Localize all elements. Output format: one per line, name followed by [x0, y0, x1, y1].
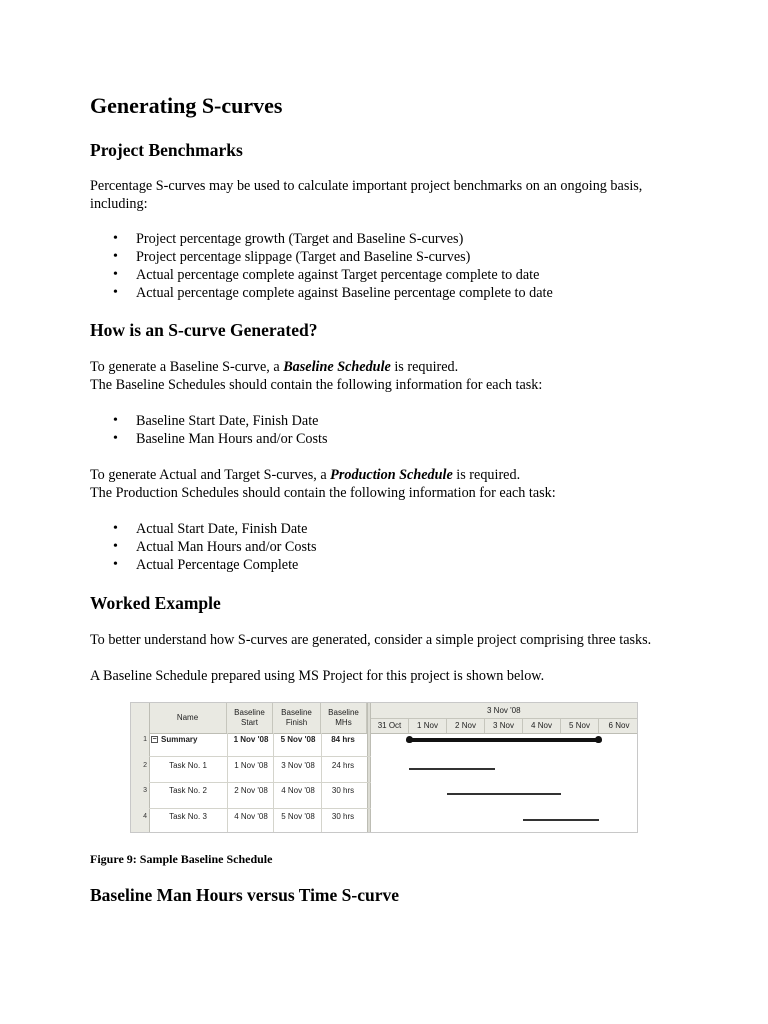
- baseline-schedule-term: Baseline Schedule: [283, 359, 391, 375]
- timeline-day: 5 Nov: [561, 719, 599, 733]
- benchmarks-list: [90, 230, 688, 302]
- table-row-finish: 5 Nov '08: [280, 735, 316, 744]
- list-item: • Project percentage growth (Target and Baseline S-curves): [113, 231, 464, 247]
- table-row-finish: 5 Nov '08: [281, 812, 315, 821]
- benchmarks-intro: Percentage S-curves may be used to calculate important project benchmarks on an ongoing basis, including:: [90, 178, 643, 212]
- table-row-mhs: 84 hrs: [331, 735, 355, 744]
- list-item: • Actual percentage complete against Baseline percentage complete to date: [113, 285, 553, 301]
- baseline-schedule-figure: [130, 702, 638, 833]
- task-bar-1[interactable]: [409, 768, 495, 770]
- table-row-start: 1 Nov '08: [234, 761, 268, 770]
- col-header-name: Name: [149, 703, 227, 733]
- list-item: • Baseline Start Date, Finish Date: [113, 413, 319, 429]
- table-row-name[interactable]: Task No. 3: [169, 812, 207, 821]
- list-item: • Actual Start Date, Finish Date: [113, 521, 308, 537]
- col-header-mhs: Baseline MHs: [321, 703, 367, 733]
- list-item: • Actual Percentage Complete: [113, 557, 299, 573]
- baseline-requirement: To generate a Baseline S-curve, a Baseline Schedule is required. The Baseline Schedules should contain the following information for each task:: [90, 359, 543, 393]
- table-row-start: 4 Nov '08: [234, 812, 268, 821]
- heading-worked-example: Worked Example: [90, 593, 221, 613]
- grid-line: [149, 808, 371, 809]
- table-row-finish: 4 Nov '08: [281, 786, 315, 795]
- worked-example-para2: A Baseline Schedule prepared using MS Project for this project is shown below.: [90, 668, 545, 684]
- table-row-mhs: 30 hrs: [331, 786, 355, 795]
- figure-caption: Figure 9: Sample Baseline Schedule: [90, 852, 273, 866]
- table-row-mhs: 30 hrs: [331, 812, 355, 821]
- list-item: • Project percentage slippage (Target and Baseline S-curves): [113, 249, 471, 265]
- row-number: 2: [143, 762, 147, 769]
- production-schedule-term: Production Schedule: [330, 467, 453, 483]
- grid-line: [227, 733, 228, 833]
- table-row-finish: 3 Nov '08: [281, 761, 315, 770]
- heading-baseline-scurve: Baseline Man Hours versus Time S-curve: [90, 885, 400, 905]
- timeline-day: 4 Nov: [523, 719, 561, 733]
- table-row-name[interactable]: − Summary: [152, 735, 198, 744]
- row-number: 1: [143, 736, 147, 743]
- table-row-mhs: 24 hrs: [331, 761, 355, 770]
- production-requirement: To generate Actual and Target S-curves, a Production Schedule is required. The Production Schedules should contain the following information for each task:: [90, 467, 556, 501]
- row-number: 3: [143, 787, 147, 794]
- row-number: 4: [143, 813, 147, 820]
- production-info-list: [90, 520, 688, 574]
- timeline-day: 6 Nov: [608, 721, 630, 730]
- grid-line: [149, 756, 371, 757]
- list-item: • Actual Man Hours and/or Costs: [113, 539, 317, 555]
- list-item: • Actual percentage complete against Target percentage complete to date: [113, 267, 540, 283]
- heading-how-generated: How is an S-curve Generated?: [90, 320, 318, 340]
- col-header-start: Baseline Start: [227, 703, 273, 733]
- summary-bar-start-cap: [406, 736, 413, 743]
- task-bar-2[interactable]: [447, 793, 561, 795]
- baseline-info-list: [90, 412, 688, 448]
- table-row-name[interactable]: Task No. 2: [169, 786, 207, 795]
- heading-project-benchmarks: Project Benchmarks: [90, 140, 243, 160]
- table-row-name[interactable]: Task No. 1: [169, 761, 207, 770]
- timeline-day: 31 Oct: [371, 719, 409, 733]
- summary-bar[interactable]: [409, 738, 599, 742]
- summary-bar-end-cap: [595, 736, 602, 743]
- grid-line: [149, 782, 371, 783]
- collapse-icon[interactable]: −: [152, 736, 157, 744]
- col-header-finish: Baseline Finish: [273, 703, 321, 733]
- task-bar-3[interactable]: [523, 819, 599, 821]
- timeline-day: 2 Nov: [447, 719, 485, 733]
- grid-line: [273, 733, 274, 833]
- table-row-start: 1 Nov '08: [233, 735, 269, 744]
- worked-example-para1: To better understand how S-curves are generated, consider a simple project comprising three tasks.: [90, 632, 652, 648]
- timeline-week-header: 3 Nov '08: [371, 703, 638, 719]
- table-row-start: 2 Nov '08: [234, 786, 268, 795]
- page-title: Generating S-curves: [90, 93, 283, 118]
- timeline-day: 1 Nov: [409, 719, 447, 733]
- list-item: • Baseline Man Hours and/or Costs: [113, 431, 328, 447]
- timeline-day: 3 Nov: [485, 719, 523, 733]
